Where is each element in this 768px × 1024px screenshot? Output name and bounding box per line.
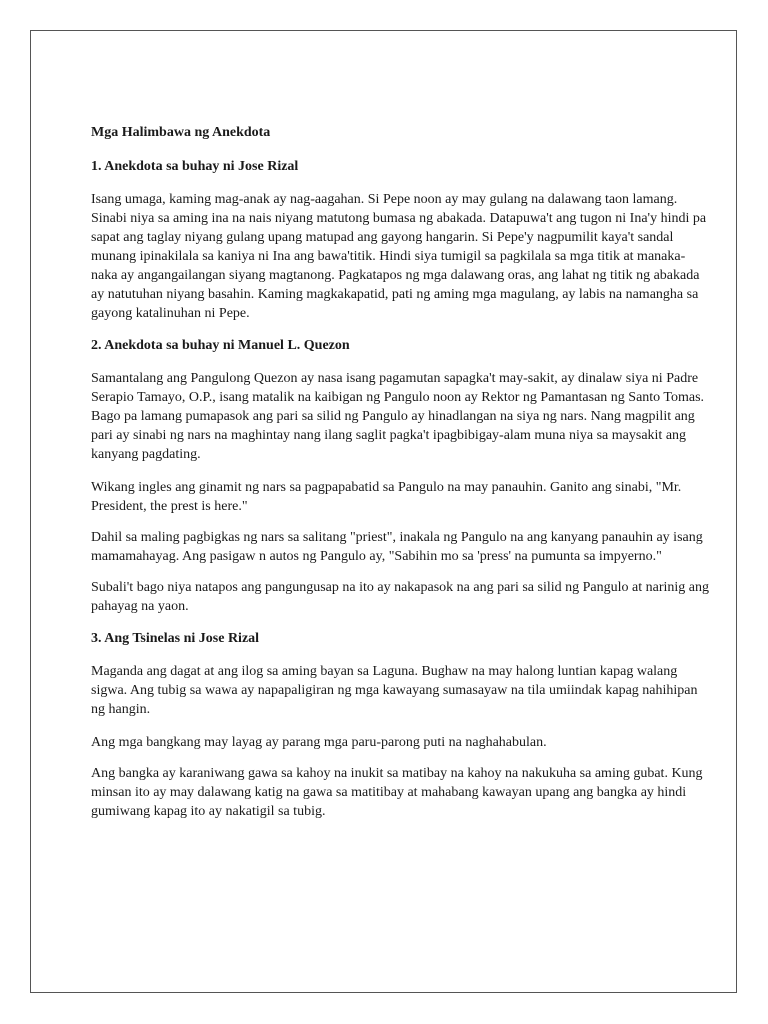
document-title: Mga Halimbawa ng Anekdota: [91, 125, 271, 140]
paragraph: Samantalang ang Pangulong Quezon ay nasa isang pagamutan sapagka't may-sakit, ay dinalaw siya ni Padre Serapio Tamayo, O.P., isang matalik na kaibigan ng Pangulo noon ay Rektor ng Pamantasan ng Santo Tomas. Bago pa lamang pumapasok ang pari sa silid ng Pangulo ay hinadlangan na siya ng nars. Nang magpilit ang pari ay sinabi ng nars na maghintay nang ilang saglit pagka't ipagbibigay-alam muna niya sa maysakit ang kanyang pagdating.: [91, 371, 705, 462]
document-content: [91, 124, 711, 835]
section-heading-tsinelas: 3. Ang Tsinelas ni Jose Rizal: [91, 631, 260, 646]
paragraph: Ang mga bangkang may layag ay parang mga paru-parong puti na naghahabulan.: [91, 735, 547, 750]
section-heading-rizal: 1. Anekdota sa buhay ni Jose Rizal: [91, 159, 299, 174]
paragraph: Maganda ang dagat at ang ilog sa aming bayan sa Laguna. Bughaw na may halong luntian kapag walang sigwa. Ang tubig sa wawa ay napapaligiran ng mga kawayang sumasayaw na tila umiindak kapag nahihipan ng hangin.: [91, 664, 698, 717]
paragraph: Subali't bago niya natapos ang pangungusap na ito ay nakapasok na ang pari sa silid ng Pangulo at narinig ang pahayag na yaon.: [91, 580, 709, 614]
paragraph: Wikang ingles ang ginamit ng nars sa pagpapabatid sa Pangulo na may panauhin. Ganito ang sinabi, "Mr. President, the prest is here.": [91, 480, 682, 514]
paragraph: Isang umaga, kaming mag-anak ay nag-aagahan. Si Pepe noon ay may gulang na dalawang taon lamang. Sinabi niya sa aming ina na nais niyang matutong bumasa ng abakada. Datapuwa't ang tugon ni Ina'y hindi pa sapat ang taglay niyang gulang upang matupad ang gayong hangarin. Si Pepe'y nagpumilit kaya't sandal munang ipinakilala sa kaniya ni Ina ang bawa'titik. Hindi siya tumigil sa pagkilala sa mga titik at manaka-naka ay angangailangan siyang magtanong. Pagkatapos ng mga dalawang oras, ang lahat ng titik ng abakada ay natutuhan niyang basahin. Kaming magkakapatid, pati ng aming mga magulang, ay labis na namangha sa gayong katalinuhan ni Pepe.: [91, 192, 707, 321]
document-page: [30, 30, 737, 993]
paragraph: Dahil sa maling pagbigkas ng nars sa salitang "priest", inakala ng Pangulo na ang kanyang panauhin ay isang mamamahayag. Ang pasigaw n autos ng Pangulo ay, "Sabihin mo sa 'press' na pumunta sa impyerno.": [91, 530, 703, 564]
paragraph: Ang bangka ay karaniwang gawa sa kahoy na inukit sa matibay na kahoy na nakukuha sa aming gubat. Kung minsan ito ay may dalawang katig na gawa sa matitibay at mahabang kawayan upang ang bangka ay hindi gumiwang kapag ito ay nakatigil sa tubig.: [91, 766, 703, 819]
section-heading-quezon: 2. Anekdota sa buhay ni Manuel L. Quezon: [91, 338, 350, 353]
